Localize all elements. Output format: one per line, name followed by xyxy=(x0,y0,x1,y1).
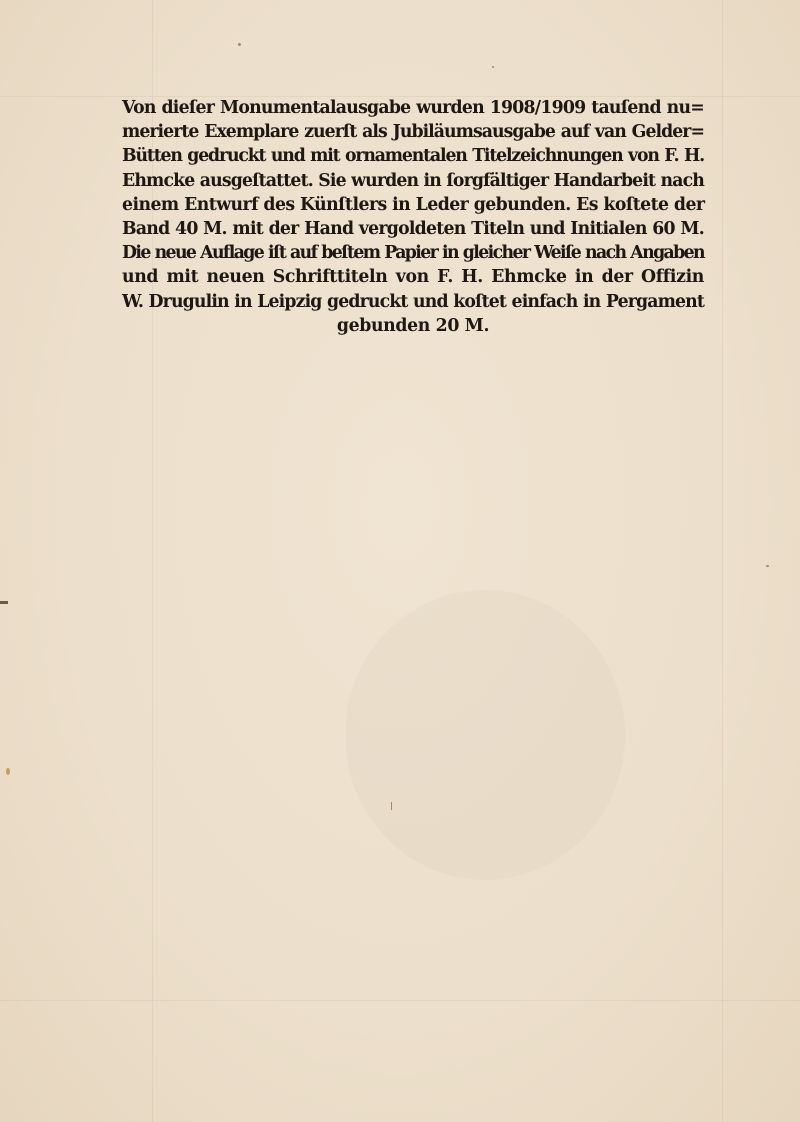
colophon-line: und mit neuen Schrifttiteln von F. H. Ehmcke in der Offizin xyxy=(122,267,704,288)
paper-speck xyxy=(238,43,241,46)
colophon-line: Von dieſer Monumentalausgabe wurden 1908/1909 tauſend nu= xyxy=(122,98,704,118)
colophon-line: Die neue Auflage iſt auf beſtem Papier in gleicher Weiſe nach Angaben xyxy=(122,243,704,264)
colophon-line: gebunden 20 M. xyxy=(336,315,490,336)
paper-speck xyxy=(6,768,10,775)
show-through-line xyxy=(0,1000,800,1001)
show-through-ornament xyxy=(345,590,625,880)
colophon-text xyxy=(122,96,704,338)
colophon-line: W. Drugulin in Leipzig gedruckt und koſtet einfach in Pergament xyxy=(122,291,704,312)
colophon-line: Bütten gedruckt und mit ornamentalen Titelzeichnungen von F. H. xyxy=(122,146,704,167)
colophon-line: einem Entwurf des Künſtlers in Leder gebunden. Es koſtete der xyxy=(122,194,705,215)
show-through-line xyxy=(722,0,723,1122)
colophon-line: Band 40 M. mit der Hand vergoldeten Titeln und Initialen 60 M. xyxy=(122,219,704,240)
paper-speck xyxy=(492,66,494,68)
paper-speck xyxy=(766,565,769,567)
colophon-line: Ehmcke ausgeſtattet. Sie wurden in ſorgfältiger Handarbeit nach xyxy=(122,170,704,191)
margin-mark xyxy=(0,601,8,604)
colophon-line: merierte Exemplare zuerſt als Jubiläumsausgabe auf van Gelder= xyxy=(122,122,704,143)
paper-speck xyxy=(391,802,392,810)
